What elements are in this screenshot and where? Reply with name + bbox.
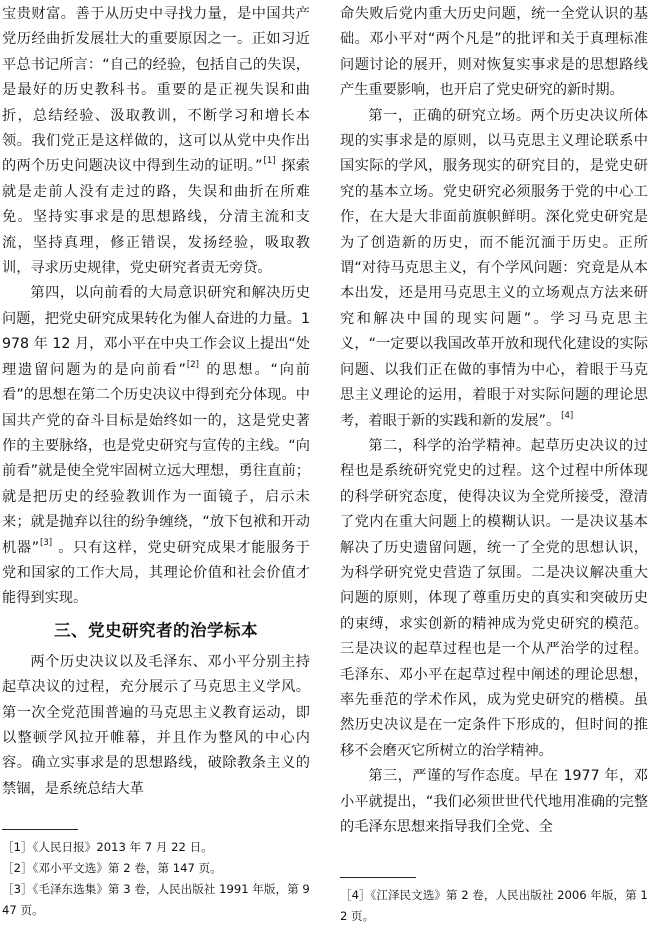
paragraph-text: 探索就是走前人没有走过的路，失误和曲折在所难免。坚持实事求是的思想路线，分清主流和支流，坚持真理，修正错误，发扬经验，吸取教训，寻求历史规律，党史研究者责无旁贷。 xyxy=(2,158,310,277)
footnote-divider xyxy=(340,877,416,878)
footnote: ［4］《江泽民文选》第 2 卷，人民出版社 2006 年版，第 12 页。 xyxy=(340,888,648,923)
right-column xyxy=(340,2,648,840)
footnote: ［3］《毛泽东选集》第 3 卷，人民出版社 1991 年版，第 947 页。 xyxy=(2,882,310,917)
footnotes-right xyxy=(340,885,648,927)
paragraph: 第三，严谨的写作态度。早在 1977 年，邓小平就提出，“我们必须世世代代地用准确的完整的毛泽东思想来指导我们全党、全 xyxy=(340,768,648,835)
paragraph xyxy=(2,281,310,611)
paragraph: 命失败后党内重大历史问题，统一全党认识的基础。邓小平对“两个凡是”的批评和关于真理标准问题讨论的展开，则对恢复实事求是的思想路线产生重要影响，也开启了党史研究的新时期。 xyxy=(340,6,648,99)
paragraph xyxy=(2,2,310,281)
footnote-ref-3[interactable]: [3] xyxy=(40,537,53,548)
paragraph-text: 的思想。“向前看”的思想在第二个历史决议中得到充分体现。中国共产党的奋斗目标是始终如一的，这是党史著作的主要脉络，也是党史研究与宣传的主线。“向前看”就是使全党牢固树立远大理想，勇往直前；就是把历史的经验教训作为一面镜子，启示未来；就是抛弃以往的纷争缠绕，“放下包袱和开动机器” xyxy=(2,361,310,556)
left-column xyxy=(2,2,310,802)
paragraph-text: 。只有这样，党史研究成果才能服务于党和国家的工作大局，其理论价值和社会价值才能得到实现。 xyxy=(2,539,310,607)
footnote-ref-4[interactable]: [4] xyxy=(561,410,574,421)
paragraph-text: 第四，以向前看的大局意识研究和解决历史问题，把党史研究成果转化为催人奋进的力量。1978 年 12 月，邓小平在中央工作会议上提出“处理遗留问题为的是向前看” xyxy=(2,285,310,378)
section-heading: 三、党史研究者的治学标本 xyxy=(54,620,258,640)
paragraph: 第二，科学的治学精神。起草历史决议的过程也是系统研究党史的过程。这个过程中所体现的科学研究态度，使得决议为全党所接受，澄清了党内在重大问题上的模糊认识。一是决议基本解决了历史遗留问题，统一了全党的思想认识，为科学研究党史营造了氛围。二是决议解决重大问题的原则，体现了尊重历史的真实和突破历史的束缚，求实创新的精神成为党史研究的模范。三是决议的起草过程也是一个从严治学的过程。毛泽东、邓小平在起草过程中阐述的理论思想，率先垂范的学术作风，成为党史研究的楷模。虽然历史决议是在一定条件下形成的，但时间的推移不会磨灭它所树立的治学精神。 xyxy=(340,437,648,759)
footnote-divider xyxy=(2,829,78,830)
paragraph-text: 第一，正确的研究立场。两个历史决议所体现的实事求是的原则，以马克思主义理论联系中国实际的学风，服务现实的研究目的，是党史研究的基本立场。党史研究必须服务于党的中心工作，在大是大非面前旗帜鲜明。深化党史研究是为了创造新的历史，而不能沉湎于历史。正所谓“对待马克思主义，有个学风问题：究竟是从本本出发，还是用马克思主义的立场观点方法来研究和解决中国的现实问题”。学习马克思主义，“一定要以我国改革开放和现代化建设的实际问题、以我们正在做的事情为中心，着眼于马克思主义理论的运用，着眼于对实际问题的理论思考，着眼于新的实践和新的发展”。 xyxy=(340,107,648,429)
paragraph-text: 宝贵财富。善于从历史中寻找力量，是中国共产党历经曲折发展壮大的重要原因之一。正如习近平总书记所言：“自己的经验，包括自己的失误，是最好的历史教科书。重要的是正视失误和曲折，总结经验、汲取教训，不断学习和增长本领。我们党正是这样做的，这可以从党中央作出的两个历史问题决议中得到生动的证明。” xyxy=(2,6,310,175)
paragraph xyxy=(340,104,648,434)
paragraph: 两个历史决议以及毛泽东、邓小平分别主持起草决议的过程，充分展示了马克思主义学风。第一次全党范围普遍的马克思主义教育运动，即以整顿学风拉开帷幕，并且作为整风的中心内容。确立实事求是的思想路线，破除教条主义的禁锢，是系统总结大革 xyxy=(2,653,310,797)
footnote: ［1］《人民日报》2013 年 7 月 22 日。 xyxy=(2,840,213,854)
footnote-ref-1[interactable]: [1] xyxy=(263,156,276,167)
footnote-ref-2[interactable]: [2] xyxy=(186,359,199,370)
footnote: ［2］《邓小平文选》第 2 卷，第 147 页。 xyxy=(2,861,222,875)
footnotes-left xyxy=(2,837,310,921)
